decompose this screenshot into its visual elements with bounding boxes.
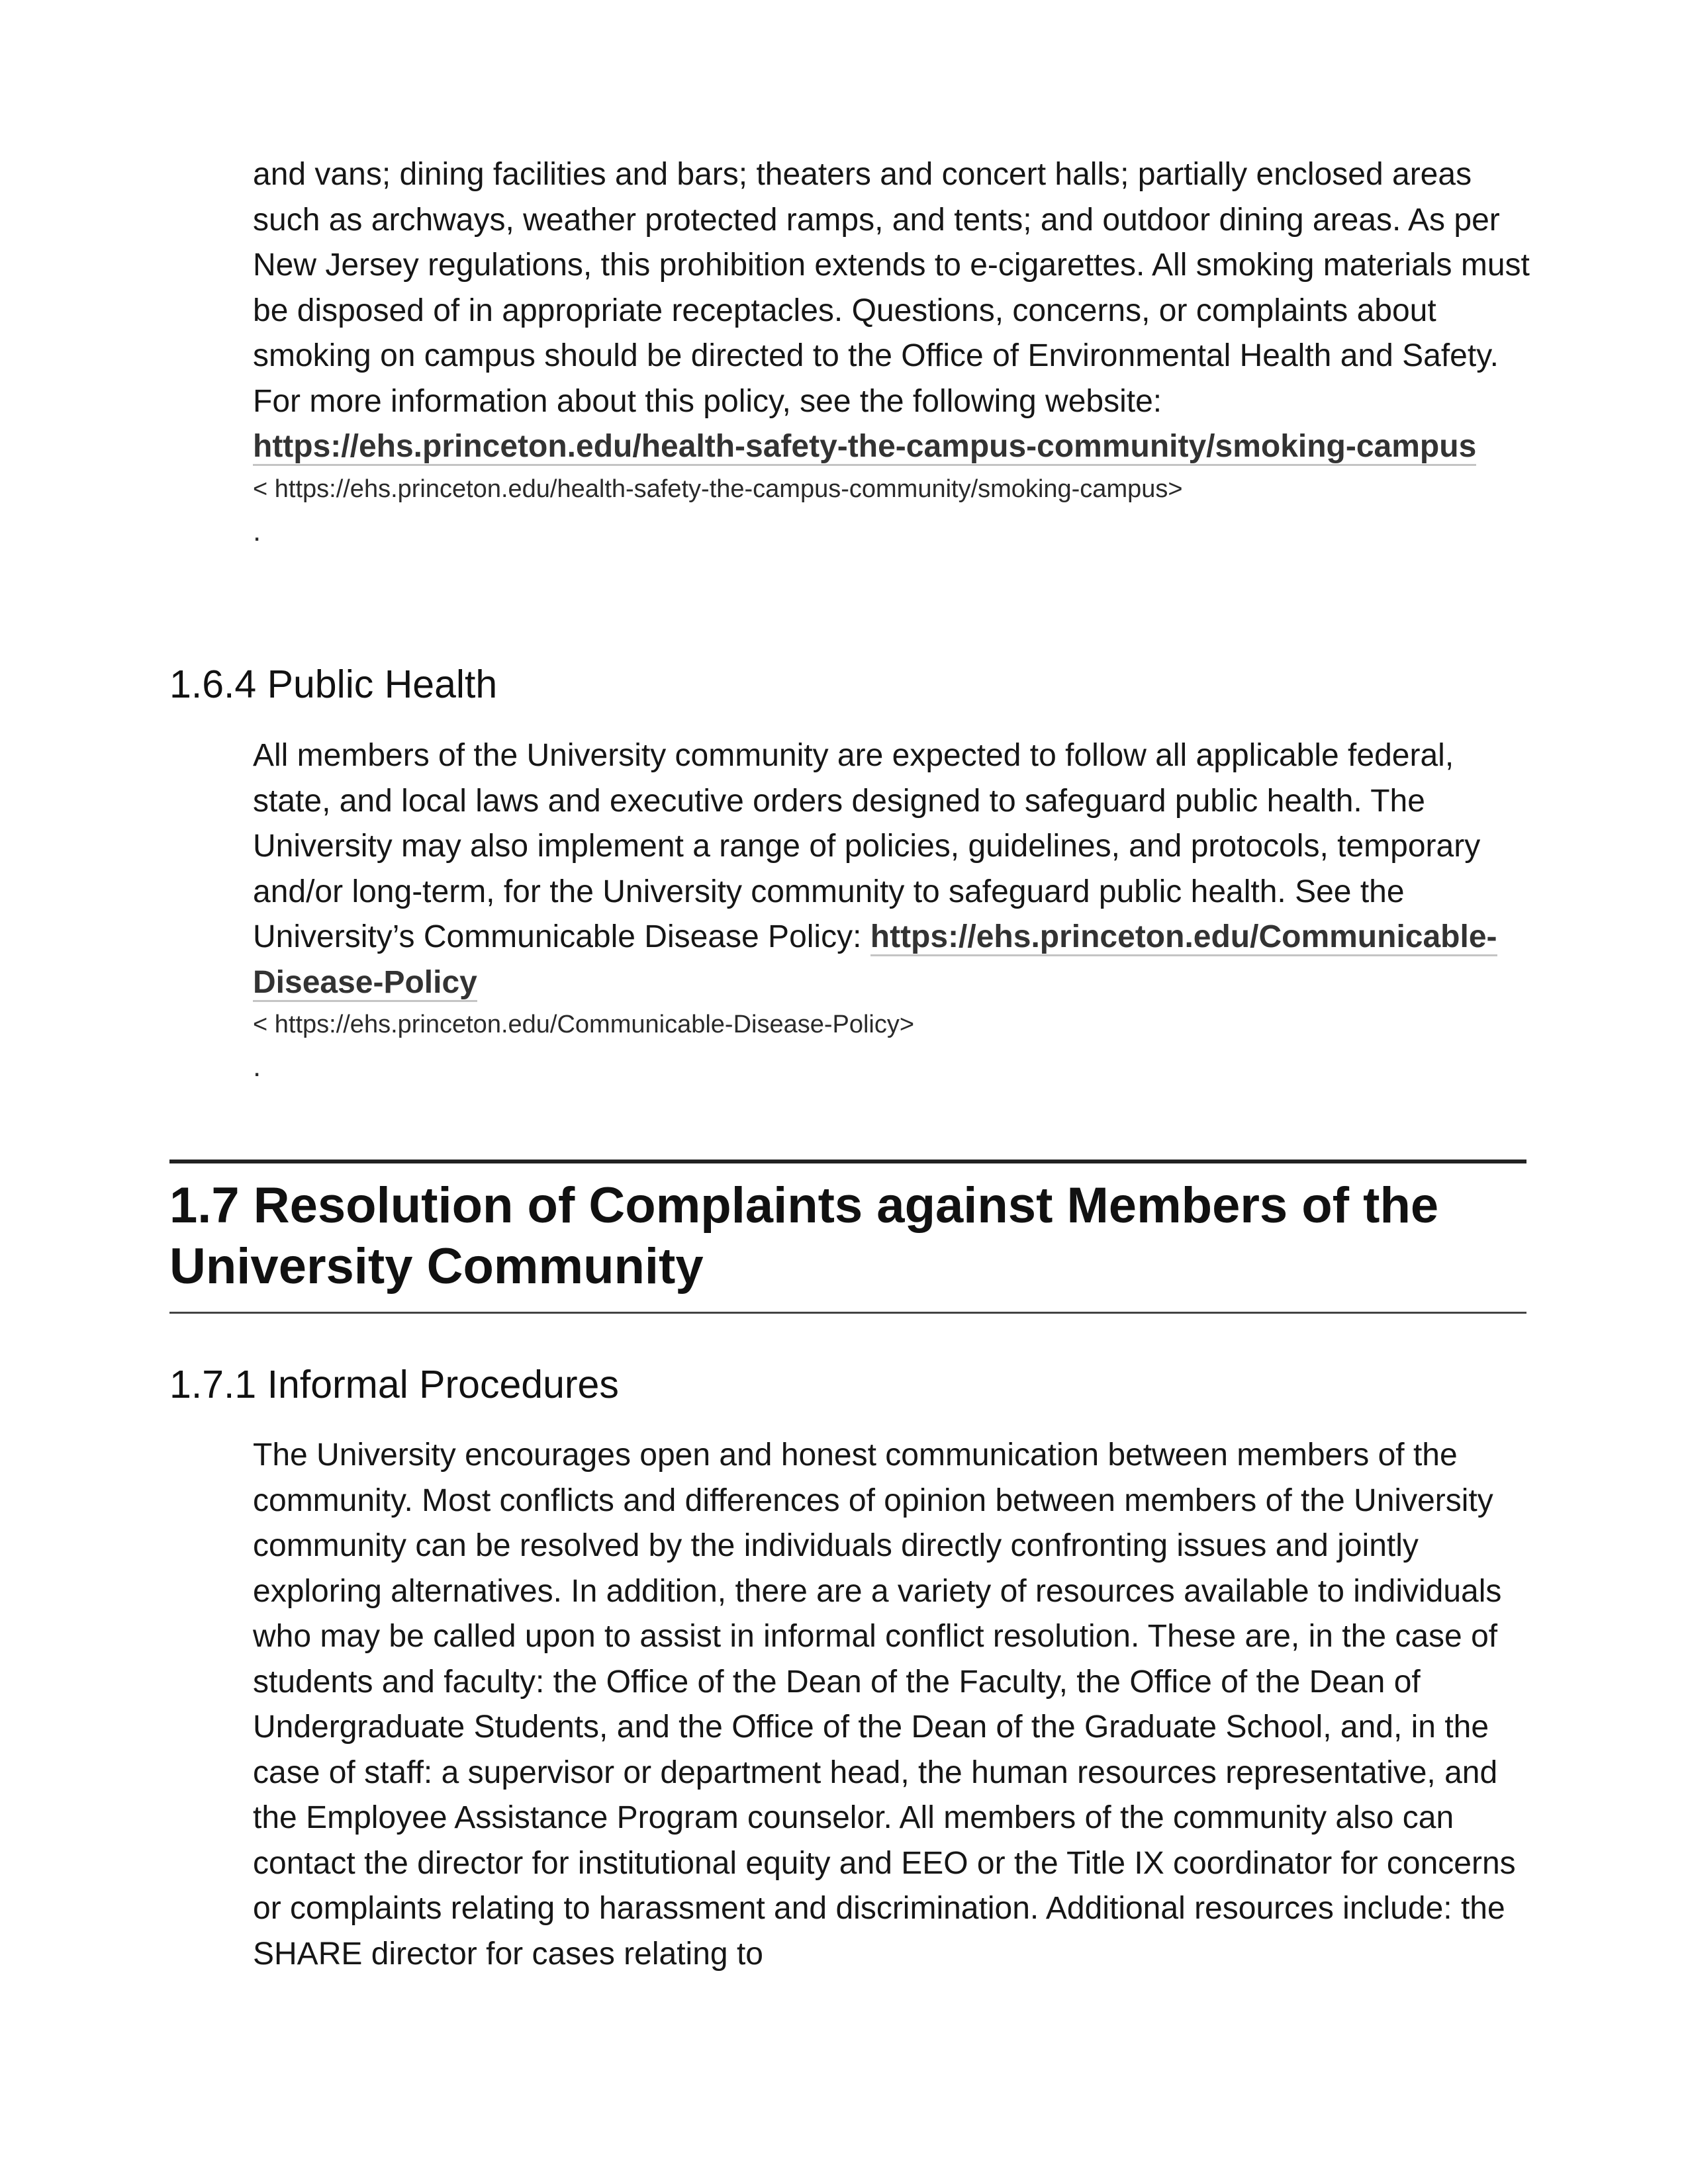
informal-procedures-heading: 1.7.1 Informal Procedures	[169, 1363, 619, 1406]
public-health-paragraph	[253, 733, 1530, 1005]
smoking-policy-link[interactable]: https://ehs.princeton.edu/health-safety-the-campus-community/smoking-campus	[253, 429, 1476, 466]
smoking-policy-trailing-dot: .	[253, 514, 261, 547]
informal-procedures-paragraph: The University encourages open and honest communication between members of the community. Most conflicts and differences of opinion between members of the University community can be resolved by the individuals directly confronting issues and jointly exploring alternatives. In addition, there are a variety of resources available to individuals who may be called upon to assist in informal conflict resolution. These are, in the case of students and faculty: the Office of the Dean of the Faculty, the Office of the Dean of Undergraduate Students, and the Office of the Dean of the Graduate School, and, in the case of staff: a supervisor or department head, the human resources representative, and the Employee Assistance Program counselor. All members of the community also can contact the director for institutional equity and EEO or the Title IX coordinator for concerns or complaints relating to harassment and discrimination. Additional resources include: the SHARE director for cases relating to	[253, 1437, 1516, 1972]
informal-procedures-block	[253, 1433, 1530, 1977]
smoking-policy-text: and vans; dining facilities and bars; theaters and concert halls; partially enclosed areas such as archways, weather protected ramps, and tents; and outdoor dining areas. As per New Jersey regulations, this prohibition extends to e-cigarettes. All smoking materials must be disposed of in appropriate receptacles. Questions, concerns, or complaints about smoking on campus should be directed to the Office of Environmental Health and Safety. For more information about this policy, see the following website:	[253, 157, 1530, 419]
smoking-policy-url-note: < https://ehs.princeton.edu/health-safety-the-campus-community/smoking-campus>	[253, 475, 1183, 503]
public-health-heading: 1.6.4 Public Health	[169, 662, 498, 706]
smoking-policy-paragraph	[253, 152, 1530, 470]
smoking-policy-block	[253, 152, 1530, 548]
public-health-trailing-dot: .	[253, 1050, 261, 1083]
public-health-block	[253, 733, 1530, 1083]
public-health-url-note: < https://ehs.princeton.edu/Communicable-Disease-Policy>	[253, 1011, 915, 1038]
resolution-heading: 1.7 Resolution of Complaints against Members of the University Community	[169, 1177, 1439, 1295]
heading-bottom-rule	[169, 1312, 1526, 1314]
resolution-heading-block	[169, 1160, 1526, 1314]
communicable-disease-policy-link[interactable]: https://ehs.princeton.edu/Communicable-Disease-Policy	[253, 919, 1497, 1002]
public-health-text: All members of the University community are expected to follow all applicable federal, state, and local laws and executive orders designed to safeguard public health. The University may also implement a range of policies, guidelines, and protocols, temporary and/or long-term, for the University community to safeguard public health. See the University’s Communicable Disease Policy:	[253, 738, 1481, 954]
